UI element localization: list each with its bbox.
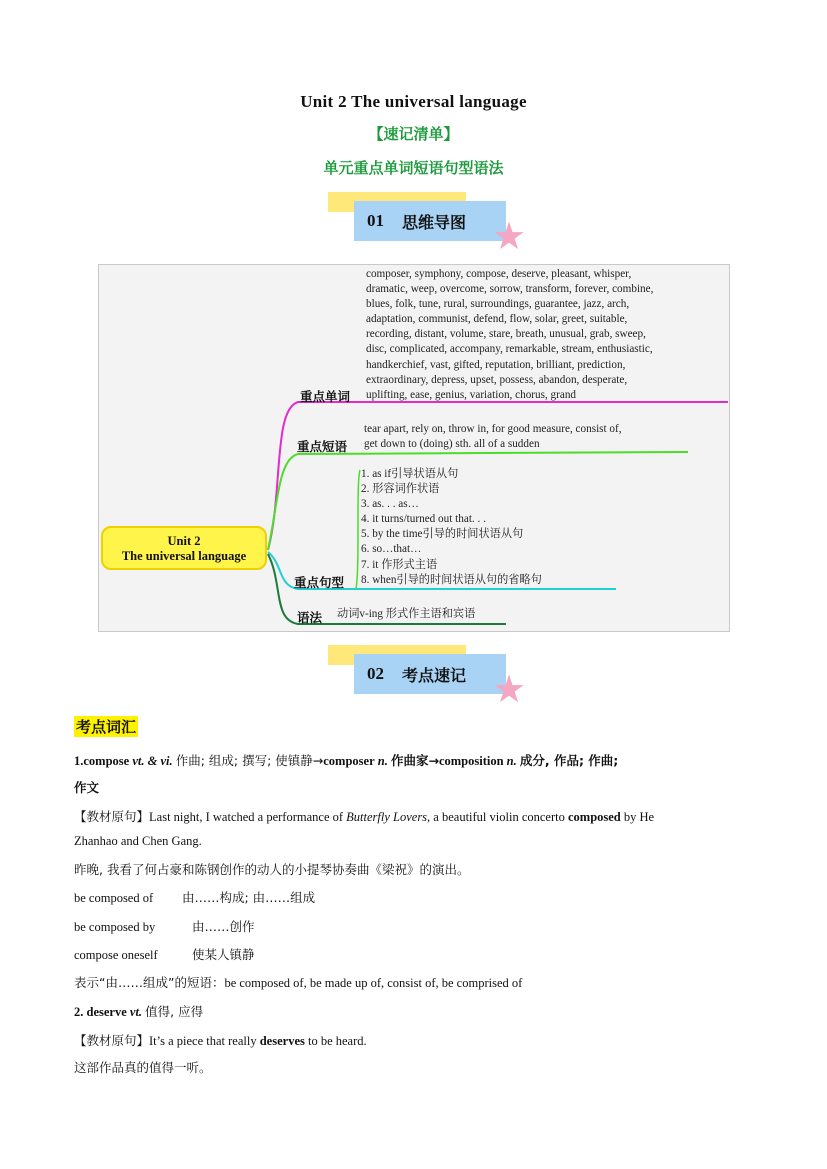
synonym-note: [74, 973, 522, 991]
root-line-1: Unit 2: [167, 534, 201, 548]
sentence-item: 8. when引导的时间状语从句的省略句: [361, 573, 542, 586]
sentence-bracket-line: [356, 470, 360, 589]
phrase-english: compose oneself: [74, 948, 158, 962]
phrase-chinese: 由……创作: [192, 919, 255, 934]
branch-label-sentences: 重点句型: [294, 575, 345, 590]
banner-box: [354, 654, 506, 694]
phrase-row: [74, 945, 255, 963]
derived-word: composer: [323, 754, 375, 768]
meaning: 作曲; 组成; 撰写; 使镇静→: [175, 753, 324, 768]
keyword: composed: [567, 810, 621, 824]
item-number: 2.: [74, 1005, 84, 1019]
banner-box: [354, 201, 506, 241]
words-line: recording, distant, volume, stare, breath, unusual, grab, sweep,: [366, 328, 646, 341]
words-line: handkerchief, vast, gifted, reputation, brilliant, prediction,: [366, 358, 626, 371]
words-line: uplifting, ease, genius, variation, chorus, grand: [366, 388, 577, 401]
derived-meaning: 作曲家→: [390, 753, 439, 768]
item-number: 1.: [74, 754, 84, 768]
branch-label-grammar: 语法: [297, 610, 323, 625]
sentence-item: 4. it turns/turned out that. . .: [361, 513, 486, 526]
phrase-english: be composed of: [74, 891, 154, 905]
work-title: Butterfly Lovers: [346, 810, 428, 824]
note-label: 表示“由……组成”的短语：: [74, 975, 225, 990]
item1-heading: [74, 751, 618, 769]
headword: deserve: [86, 1005, 127, 1019]
sentence-item: 1. as if引导状语从句: [361, 468, 459, 480]
source-label: 【教材原句】: [74, 809, 150, 824]
source-label: 【教材原句】: [74, 1033, 150, 1048]
sentence-item: 5. by the time引导的时间状语从句: [361, 528, 524, 541]
banner-label: 思维导图: [402, 212, 467, 232]
phrases-list: [364, 422, 622, 452]
words-line: blues, folk, tune, rural, surroundings, guarantee, jazz, arch,: [366, 298, 630, 311]
keyword: deserves: [259, 1034, 305, 1048]
headword: compose: [83, 754, 130, 768]
phrase-chinese: 由……构成; 由……组成: [182, 890, 316, 905]
phrase-row: [74, 888, 315, 906]
source-text: Last night, I watched a performance of: [149, 810, 347, 824]
words-line: composer, symphony, compose, deserve, pleasant, whisper,: [366, 268, 632, 280]
mind-map-root: [101, 526, 267, 570]
star-icon: ★: [492, 669, 527, 711]
item2-translation: 这部作品真的值得一听。: [74, 1060, 212, 1075]
phrase-chinese: 使某人镇静: [192, 947, 255, 962]
words-line: dramatic, weep, overcome, sorrow, transform, forever, combine,: [366, 283, 654, 296]
item1-source-sentence: [74, 807, 654, 825]
branch-label-phrases: 重点短语: [297, 439, 348, 454]
item1-translation: 昨晚, 我看了何占豪和陈钢创作的动人的小提琴协奏曲《梁祝》的演出。: [74, 862, 470, 877]
source-text: It’s a piece that really: [149, 1034, 260, 1048]
note-phrases: be composed of, be made up of, consist of, be comprised of: [224, 976, 523, 990]
star-icon: ★: [492, 216, 527, 258]
words-line: extraordinary, depress, upset, possess, abandon, desperate,: [366, 373, 628, 386]
phrase-row: [74, 917, 255, 935]
sentence-item: 6. so…that…: [361, 543, 422, 556]
phrases-line: tear apart, rely on, throw in, for good measure, consist of,: [364, 423, 622, 435]
item1-source-line2: Zhanhao and Chen Gang.: [74, 834, 202, 848]
branch-label-words: 重点单词: [300, 389, 351, 404]
sentence-item: 3. as. . . as…: [361, 498, 419, 511]
grammar-item: 动词v-ing 形式作主语和宾语: [337, 608, 476, 620]
source-text: by He: [620, 810, 655, 824]
sentence-item: 2. 形容词作状语: [361, 483, 440, 496]
derived-pos: n.: [506, 754, 517, 768]
words-line: adaptation, communist, defend, flow, solar, greet, suitable,: [366, 313, 628, 326]
root-line-2: The universal language: [121, 549, 247, 563]
page-title: Unit 2 The universal language: [300, 92, 527, 111]
item1-heading-wrap: 作文: [74, 780, 100, 795]
banner-label: 考点速记: [402, 665, 467, 685]
quick-notes-subtitle: 【速记清单】: [368, 125, 459, 143]
unit-summary-subtitle: 单元重点单词短语句型语法: [323, 159, 504, 177]
source-text: to be heard.: [304, 1034, 367, 1048]
section-heading: 考点词汇: [76, 718, 137, 736]
sentences-list: [361, 467, 542, 588]
source-text: , a beautiful violin concerto: [427, 810, 568, 824]
derived-pos: n.: [377, 754, 388, 768]
sentence-item: 7. it 作形式主语: [361, 558, 438, 571]
item2-heading: [74, 1002, 203, 1020]
derived-word: composition: [438, 754, 504, 768]
banner-number: 01: [367, 211, 384, 230]
phrase-english: be composed by: [74, 920, 156, 934]
meaning: 值得, 应得: [145, 1004, 204, 1019]
part-of-speech: vt.: [129, 1005, 143, 1019]
phrases-line: get down to (doing) sth. all of a sudden: [364, 438, 540, 451]
derived-meaning: 成分, 作品; 作曲;: [519, 753, 619, 768]
item2-source-sentence: [74, 1031, 367, 1049]
words-list: [366, 267, 653, 403]
banner-number: 02: [367, 664, 384, 683]
part-of-speech: vt. & vi.: [132, 754, 173, 768]
words-line: disc, complicated, accompany, remarkable, stream, enthusiastic,: [366, 343, 653, 356]
